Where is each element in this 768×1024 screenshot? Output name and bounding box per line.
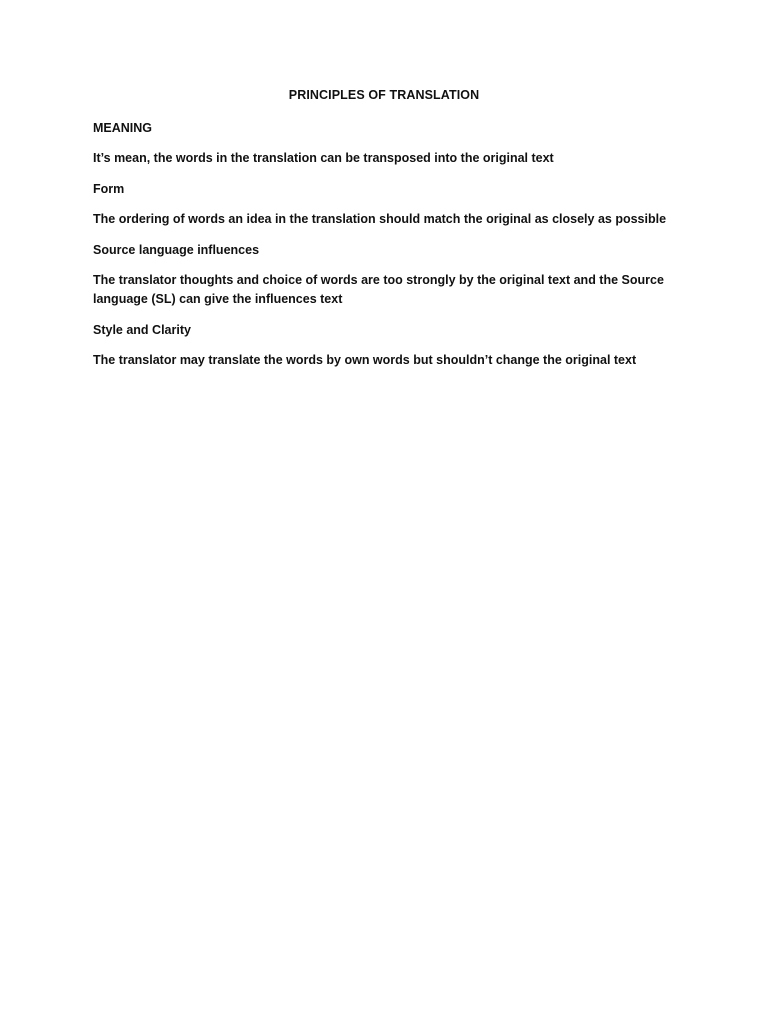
section-form (93, 180, 673, 229)
section-body: The translator may translate the words by own words but shouldn’t change the original text (93, 353, 637, 367)
section-heading: MEANING (93, 121, 153, 135)
section-meaning (93, 119, 673, 168)
section-style-and-clarity (93, 321, 673, 370)
section-body: The translator thoughts and choice of words are too strongly by the original text and the Source language (SL) can give the influences text (93, 273, 664, 306)
section-heading: Source language influences (93, 243, 260, 257)
section-heading: Style and Clarity (93, 323, 191, 337)
section-source-language-influences (93, 241, 673, 309)
document-body (93, 119, 673, 382)
document-title: PRINCIPLES OF TRANSLATION (288, 88, 480, 102)
section-heading: Form (93, 182, 125, 196)
section-body: The ordering of words an idea in the translation should match the original as closely as possible (93, 212, 667, 226)
section-body: It’s mean, the words in the translation can be transposed into the original text (93, 151, 554, 165)
